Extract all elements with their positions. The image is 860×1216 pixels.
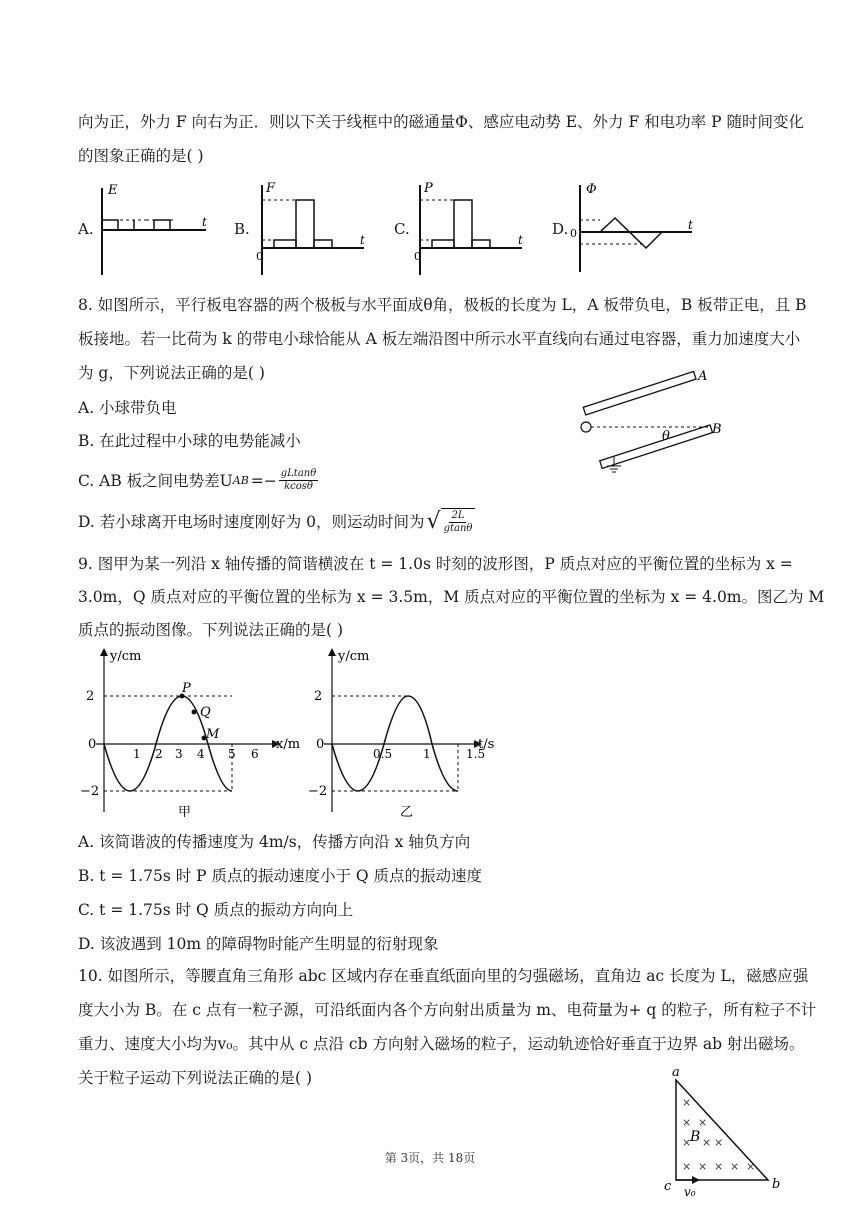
- q9-graph1-xtick-5: 5: [228, 747, 236, 761]
- q9-graph2-xtick-1: 1: [423, 747, 431, 761]
- cross-icon: ×: [682, 1096, 692, 1109]
- q10-line2: 度大小为 B。在 c 点有一粒子源，可沿纸面内各个方向射出质量为 m、电荷量为+ q 的粒子，所有粒子不计: [78, 1001, 817, 1019]
- q9-graph2-xtick-1-5: 1.5: [466, 747, 486, 761]
- q10-vertex-a: a: [672, 1065, 680, 1080]
- q9-graph1-xlabel: x/m: [276, 737, 300, 752]
- q8-option-c-numerator: gLtanθ: [280, 468, 317, 479]
- q9-graph2-ytick-top: 2: [314, 689, 323, 704]
- q8-line3: 为 g，下列说法正确的是( ): [78, 364, 265, 382]
- q8-option-a: A. 小球带负电: [78, 399, 177, 417]
- q9-graph2-ylabel: y/cm: [338, 649, 370, 664]
- q9-graph1-ytick-zero: 0: [88, 737, 97, 752]
- q9-point-m: M: [206, 727, 220, 742]
- q8-line2: 板接地。若一比荷为 k 的带电小球恰能从 A 板左端沿图中所示水平直线向右通过电容器，重力加速度大小: [78, 330, 801, 348]
- q8-option-b: B. 在此过程中小球的电势能减小: [78, 432, 301, 450]
- q7-graph-b-axis-label: F: [266, 181, 276, 196]
- q8-line1: 8. 如图所示，平行板电容器的两个极板与水平面成θ角，极板的长度为 L，A 板带负电，B 板带正电，且 B: [78, 296, 807, 314]
- q10-field-label: B: [690, 1129, 701, 1145]
- q7-option-d-label: D.: [552, 220, 569, 238]
- q10-vertex-b: b: [772, 1177, 781, 1192]
- q7-option-b-label: B.: [234, 220, 250, 238]
- q7-graph-c-origin: 0: [414, 250, 421, 263]
- q10-line1: 10. 如图所示，等腰直角三角形 abc 区域内存在垂直纸面向里的匀强磁场，直角边 ac 长度为 L，磁感应强: [78, 967, 809, 985]
- q9-point-p: P: [182, 681, 191, 696]
- q8-option-c-eq: =−: [250, 471, 277, 490]
- q8-angle-label: θ: [662, 429, 670, 444]
- q9-point-q: Q: [200, 705, 211, 720]
- q9-graph1-ytick-bottom: −2: [80, 784, 100, 799]
- q8-option-d-fraction: [441, 508, 476, 535]
- q7-line1: 向为正，外力 F 向右为正．则以下关于线框中的磁通量Φ、感应电动势 E、外力 F 和电功率 P 随时间变化: [78, 113, 804, 131]
- q8-plate-b-label: B: [712, 422, 722, 437]
- q9-option-a: A. 该简谐波的传播速度为 4m/s，传播方向沿 x 轴负方向: [78, 833, 471, 851]
- q10-line3: 重力、速度大小均为v₀。其中从 c 点沿 cb 方向射入磁场的粒子，运动轨迹恰好垂直于边界 ab 射出磁场。: [78, 1035, 805, 1053]
- q8-capacitor-figure: [572, 362, 752, 477]
- q7-graph-d-axis-label: Φ: [586, 182, 597, 197]
- q8-option-d-numerator: 2L: [451, 510, 465, 521]
- cross-icon: ×: [746, 1160, 756, 1173]
- q9-graph1-xtick-6: 6: [251, 747, 259, 761]
- q9-graph2-ytick-zero: 0: [316, 737, 325, 752]
- q8-option-d: [78, 508, 475, 535]
- q9-graph1-xtick-3: 3: [175, 747, 183, 761]
- q9-graph2-xlabel: t/s: [478, 737, 495, 752]
- q9-line2: 3.0m，Q 质点对应的平衡位置的坐标为 x = 3.5m，M 质点对应的平衡位置的坐标为 x = 4.0m。图乙为 M: [78, 588, 825, 606]
- q7-graph-d: [570, 180, 700, 275]
- q9-wave-graph: [80, 640, 300, 820]
- q9-vibration-graph: [308, 640, 508, 820]
- q10-velocity-label: v₀: [684, 1185, 696, 1199]
- q8-plate-a-label: A: [698, 369, 708, 384]
- cross-icon: ×: [682, 1136, 692, 1149]
- cross-icon: ×: [698, 1116, 708, 1129]
- q7-line2: 的图象正确的是( ): [78, 147, 204, 165]
- q9-option-b: B. t = 1.75s 时 P 质点的振动速度小于 Q 质点的振动速度: [78, 867, 483, 885]
- q8-option-c-fraction: [279, 468, 318, 493]
- q7-graph-a: [96, 180, 216, 280]
- q7-graph-b-origin: 0: [256, 250, 263, 263]
- q8-option-d-denominator: gtanθ: [443, 523, 473, 534]
- q9-option-c: C. t = 1.75s 时 Q 质点的振动方向向上: [78, 901, 354, 919]
- q9-graph1-caption: 甲: [178, 805, 192, 820]
- q8-option-c-denominator: kcosθ: [284, 481, 313, 492]
- q9-graph1-xtick-4: 4: [197, 747, 205, 761]
- cross-icon: ×: [714, 1160, 724, 1173]
- q8-option-c: [78, 468, 318, 493]
- q8-option-d-prefix: D. 若小球离开电场时速度刚好为 0，则运动时间为: [78, 512, 425, 531]
- q9-graph2-xtick-0-5: 0.5: [373, 747, 393, 761]
- cross-icon: ×: [730, 1160, 740, 1173]
- q7-graph-a-t-label: t: [202, 215, 207, 229]
- q7-option-c-label: C.: [394, 220, 410, 238]
- q9-graph1-ytick-top: 2: [86, 689, 95, 704]
- page-footer: 第 3页，共 18页: [384, 1151, 476, 1165]
- sqrt-icon: √: [426, 508, 441, 534]
- q10-vertex-c: c: [664, 1179, 672, 1194]
- q7-graph-a-axis-label: E: [108, 183, 118, 198]
- q7-graph-c: [410, 180, 530, 280]
- q8-option-c-prefix: C. AB 板之间电势差U: [78, 471, 233, 490]
- q7-graph-c-t-label: t: [518, 233, 523, 247]
- q9-graph1-ylabel: y/cm: [110, 649, 142, 664]
- cross-icon: ×: [682, 1160, 692, 1173]
- q9-graph1-xtick-1: 1: [133, 747, 141, 761]
- q9-graph1-xtick-2: 2: [155, 747, 163, 761]
- q9-line1: 9. 图甲为某一列沿 x 轴传播的简谐横波在 t = 1.0s 时刻的波形图，P 质点对应的平衡位置的坐标为 x =: [78, 555, 793, 573]
- q9-option-d: D. 该波遇到 10m 的障碍物时能产生明显的衍射现象: [78, 935, 439, 953]
- q7-graph-b-t-label: t: [360, 233, 365, 247]
- q10-triangle-figure: [662, 1062, 792, 1202]
- cross-icon: ×: [682, 1116, 692, 1129]
- q9-graph2-caption: 乙: [400, 805, 414, 820]
- q8-option-c-sub: AB: [232, 473, 249, 487]
- q10-line4: 关于粒子运动下列说法正确的是( ): [78, 1069, 313, 1087]
- q7-graph-d-t-label: t: [688, 218, 693, 232]
- cross-icon: ×: [714, 1136, 724, 1149]
- q9-line3: 质点的振动图像。下列说法正确的是( ): [78, 621, 344, 639]
- cross-icon: ×: [698, 1160, 708, 1173]
- q7-graph-d-origin: 0: [570, 227, 577, 240]
- q7-option-a-label: A.: [78, 220, 94, 238]
- q9-graph2-ytick-bottom: −2: [308, 784, 328, 799]
- q7-graph-c-axis-label: P: [424, 181, 433, 196]
- cross-icon: ×: [702, 1136, 712, 1149]
- q7-graph-b: [252, 180, 372, 280]
